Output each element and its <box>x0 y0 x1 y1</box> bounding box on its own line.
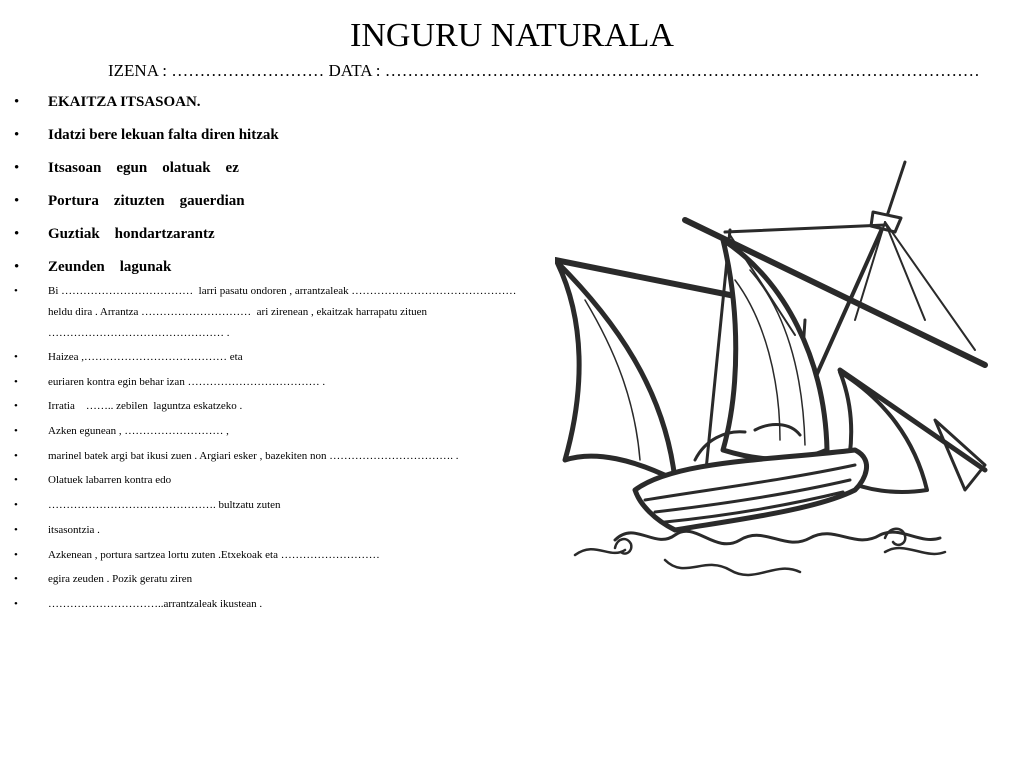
list-item: • itsasontzia . <box>14 520 524 541</box>
list-item: • egira zeuden . Pozik geratu ziren <box>14 569 524 590</box>
exercise-list <box>14 281 524 619</box>
list-item: • Itsasoan egun olatuak ez <box>14 152 279 185</box>
heading-list <box>14 86 279 284</box>
list-item: • Zeunden lagunak <box>14 251 279 284</box>
list-item: • Bi ……………………………… larri pasatu ondoren , arrantzaleak ………………………………………heldu dira . Arrantza ………………………… ari zirenean , ekaitzak harrapatu zituen ………………………………………… . <box>14 281 524 344</box>
list-item: • euriaren kontra egin behar izan ……………………………… . <box>14 372 524 393</box>
page-title: INGURU NATURALA <box>350 17 674 54</box>
list-item: • marinel batek argi bat ikusi zuen . Argiari esker , bazekiten non ……………………………. . <box>14 446 524 467</box>
sailing-ship-illustration <box>555 160 995 605</box>
list-item: • Guztiak hondartzarantz <box>14 218 279 251</box>
list-item: • …………………………..arrantzaleak ikustean . <box>14 594 524 615</box>
list-item: • Portura zituzten gauerdian <box>14 185 279 218</box>
list-item: • EKAITZA ITSASOAN. <box>14 86 279 119</box>
list-item: • Azken egunean , ……………………… , <box>14 421 524 442</box>
list-item: • Idatzi bere lekuan falta diren hitzak <box>14 119 279 152</box>
list-item: • Olatuek labarren kontra edo <box>14 470 524 491</box>
list-item: • Azkenean , portura sartzea lortu zuten .Etxekoak eta ……………………… <box>14 545 524 566</box>
list-item: • Irratia …….. zebilen laguntza eskatzeko . <box>14 396 524 417</box>
list-item: • ………………………………………. bultzatu zuten <box>14 495 524 516</box>
list-item: • Haizea ,………………………………… eta <box>14 347 524 368</box>
name-date-line: IZENA : ……………………… DATA : …………………………………………………………………………………………… <box>108 61 980 80</box>
